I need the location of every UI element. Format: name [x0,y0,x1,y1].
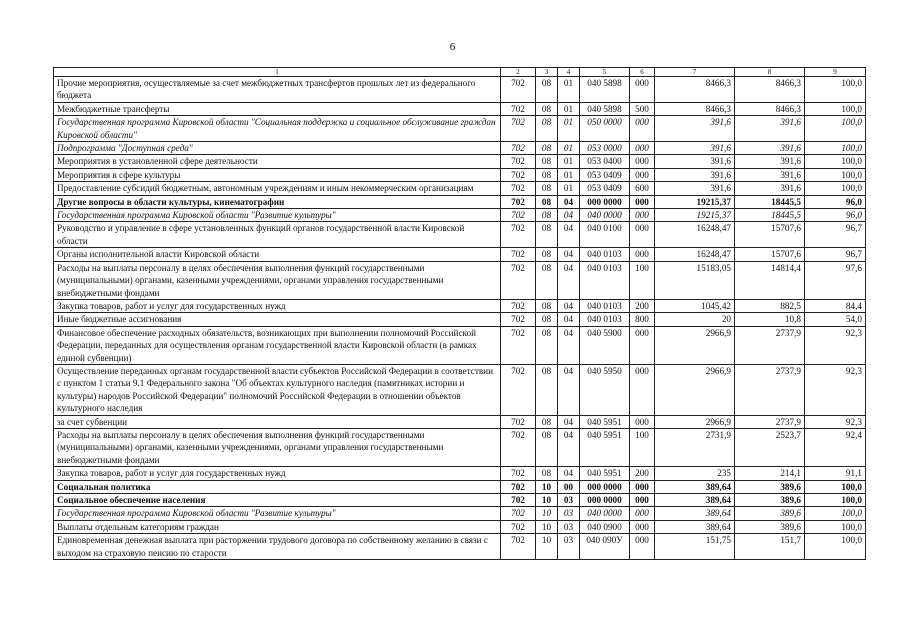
column-number-row [54,68,866,77]
row-name: Предоставление субсидий бюджетным, автономным учреждениям и иным некоммерческим организациям [54,182,501,195]
row-planned-amount: 8466,3 [655,77,735,103]
row-executed-amount: 8466,3 [735,77,805,103]
row-planned-amount: 391,6 [655,142,735,155]
row-name: Межбюджетные трансферты [54,102,501,115]
row-section-code: 10 [536,494,558,507]
row-execution-percent: 92,4 [805,428,866,466]
row-execution-percent: 100,0 [805,480,866,493]
row-section-code: 08 [536,415,558,428]
row-planned-amount: 391,6 [655,155,735,168]
row-subsection-code: 04 [558,364,580,415]
row-subsection-code: 01 [558,77,580,103]
row-ministry-code: 702 [501,77,536,103]
row-subsection-code: 01 [558,102,580,115]
row-target-article: 040 5951 [580,415,630,428]
row-target-article: 040 5950 [580,364,630,415]
row-execution-percent: 100,0 [805,520,866,533]
column-number: 9 [805,68,866,77]
row-section-code: 08 [536,116,558,142]
row-section-code: 08 [536,261,558,299]
row-expense-type: 000 [630,168,655,181]
row-section-code: 08 [536,182,558,195]
row-name: Другие вопросы в области культуры, кинематографии [54,195,501,208]
row-name: Социальная политика [54,480,501,493]
row-expense-type: 500 [630,102,655,115]
row-target-article: 040 0103 [580,313,630,326]
row-executed-amount: 18445,5 [735,209,805,222]
column-number: 1 [54,68,501,77]
row-expense-type: 100 [630,261,655,299]
row-expense-type: 000 [630,116,655,142]
row-ministry-code: 702 [501,415,536,428]
row-execution-percent: 100,0 [805,77,866,103]
row-execution-percent: 92,3 [805,415,866,428]
row-subsection-code: 01 [558,182,580,195]
row-execution-percent: 100,0 [805,142,866,155]
row-planned-amount: 391,6 [655,182,735,195]
row-target-article: 000 0000 [580,494,630,507]
row-section-code: 08 [536,313,558,326]
row-name: Руководство и управление в сфере установленных функций органов государственной власти Кировской области [54,222,501,248]
row-section-code: 08 [536,209,558,222]
table-row [54,534,866,560]
row-name: Государственная программа Кировской области "Развитие культуры" [54,507,501,520]
row-execution-percent: 100,0 [805,182,866,195]
column-number: 4 [558,68,580,77]
row-executed-amount: 18445,5 [735,195,805,208]
row-subsection-code: 04 [558,195,580,208]
row-section-code: 10 [536,534,558,560]
budget-table [53,67,866,560]
row-ministry-code: 702 [501,116,536,142]
row-section-code: 08 [536,155,558,168]
row-executed-amount: 8466,3 [735,102,805,115]
row-section-code: 08 [536,77,558,103]
table-row [54,428,866,466]
row-subsection-code: 01 [558,142,580,155]
row-execution-percent: 96,0 [805,209,866,222]
row-subsection-code: 04 [558,222,580,248]
row-executed-amount: 391,6 [735,116,805,142]
row-target-article: 040 0900 [580,520,630,533]
row-executed-amount: 2737,9 [735,326,805,364]
row-target-article: 000 0000 [580,195,630,208]
row-ministry-code: 702 [501,168,536,181]
row-planned-amount: 2966,9 [655,415,735,428]
row-name: за счет субвенции [54,415,501,428]
table-row [54,142,866,155]
row-ministry-code: 702 [501,142,536,155]
row-expense-type: 200 [630,299,655,312]
column-number: 5 [580,68,630,77]
row-ministry-code: 702 [501,364,536,415]
row-expense-type: 000 [630,494,655,507]
row-ministry-code: 702 [501,534,536,560]
row-execution-percent: 91,1 [805,467,866,480]
column-number: 6 [630,68,655,77]
row-executed-amount: 389,6 [735,480,805,493]
row-section-code: 08 [536,364,558,415]
row-planned-amount: 391,6 [655,168,735,181]
row-subsection-code: 04 [558,299,580,312]
table-row [54,326,866,364]
row-target-article: 040 0000 [580,507,630,520]
row-subsection-code: 01 [558,168,580,181]
row-executed-amount: 391,6 [735,155,805,168]
row-planned-amount: 151,75 [655,534,735,560]
row-planned-amount: 235 [655,467,735,480]
row-planned-amount: 20 [655,313,735,326]
table-row [54,77,866,103]
table-row [54,195,866,208]
row-ministry-code: 702 [501,326,536,364]
row-execution-percent: 92,3 [805,364,866,415]
row-subsection-code: 04 [558,326,580,364]
column-number: 7 [655,68,735,77]
row-name: Прочие мероприятия, осуществляемые за счет межбюджетных трансфертов прошлых лет из федерального бюджета [54,77,501,103]
row-execution-percent: 100,0 [805,155,866,168]
row-name: Иные бюджетные ассигнования [54,313,501,326]
table-row [54,155,866,168]
row-section-code: 08 [536,326,558,364]
row-executed-amount: 391,6 [735,182,805,195]
row-subsection-code: 04 [558,428,580,466]
row-ministry-code: 702 [501,480,536,493]
table-row [54,299,866,312]
page-number: 6 [449,41,456,53]
row-name: Расходы на выплаты персоналу в целях обеспечения выполнения функций государственными (муниципальными) органами, казенными учреждениями, органами управления государственными внебюджетными фондами [54,261,501,299]
column-number: 2 [501,68,536,77]
row-ministry-code: 702 [501,313,536,326]
row-ministry-code: 702 [501,182,536,195]
table-row [54,261,866,299]
row-expense-type: 200 [630,467,655,480]
row-executed-amount: 882,5 [735,299,805,312]
row-execution-percent: 100,0 [805,102,866,115]
row-name: Органы исполнительной власти Кировской области [54,248,501,261]
row-planned-amount: 2966,9 [655,364,735,415]
table-row [54,313,866,326]
row-ministry-code: 702 [501,209,536,222]
row-target-article: 053 0409 [580,182,630,195]
row-ministry-code: 702 [501,102,536,115]
row-section-code: 10 [536,520,558,533]
row-name: Государственная программа Кировской области "Социальная поддержка и социальное обслуживание граждан Кировской области" [54,116,501,142]
table-row [54,116,866,142]
row-planned-amount: 391,6 [655,116,735,142]
row-execution-percent: 92,3 [805,326,866,364]
row-expense-type: 000 [630,520,655,533]
table-row [54,102,866,115]
row-executed-amount: 389,6 [735,494,805,507]
row-section-code: 08 [536,248,558,261]
row-ministry-code: 702 [501,494,536,507]
row-subsection-code: 04 [558,209,580,222]
row-section-code: 08 [536,168,558,181]
row-target-article: 040 0100 [580,222,630,248]
row-executed-amount: 214,1 [735,467,805,480]
row-execution-percent: 100,0 [805,534,866,560]
row-executed-amount: 2737,9 [735,415,805,428]
row-execution-percent: 96,7 [805,248,866,261]
row-expense-type: 000 [630,155,655,168]
row-name: Мероприятия в установленной сфере деятельности [54,155,501,168]
row-subsection-code: 03 [558,494,580,507]
row-section-code: 08 [536,195,558,208]
row-target-article: 040 0103 [580,248,630,261]
row-name: Финансовое обеспечение расходных обязательств, возникающих при выполнении полномочий Российской Федерации, переданных для осуществления органам государственной власти Кировской области (в рамках единой субвенции) [54,326,501,364]
row-section-code: 08 [536,222,558,248]
row-expense-type: 000 [630,364,655,415]
row-planned-amount: 2731,9 [655,428,735,466]
table-row [54,168,866,181]
row-target-article: 053 0409 [580,168,630,181]
row-subsection-code: 04 [558,415,580,428]
row-ministry-code: 702 [501,428,536,466]
row-ministry-code: 702 [501,507,536,520]
row-subsection-code: 03 [558,534,580,560]
row-subsection-code: 03 [558,520,580,533]
table-body [54,68,866,560]
row-expense-type: 000 [630,480,655,493]
row-planned-amount: 15183,05 [655,261,735,299]
table-row [54,494,866,507]
row-name: Расходы на выплаты персоналу в целях обеспечения выполнения функций государственными (муниципальными) органами, казенными учреждениями, органами управления государственными внебюджетными фондами [54,428,501,466]
row-target-article: 040 5951 [580,467,630,480]
row-target-article: 040 5898 [580,77,630,103]
row-target-article: 040 5951 [580,428,630,466]
row-executed-amount: 389,6 [735,520,805,533]
row-planned-amount: 389,64 [655,520,735,533]
row-execution-percent: 96,0 [805,195,866,208]
row-expense-type: 800 [630,313,655,326]
row-expense-type: 600 [630,182,655,195]
row-ministry-code: 702 [501,299,536,312]
row-name: Закупка товаров, работ и услуг для государственных нужд [54,299,501,312]
row-subsection-code: 01 [558,116,580,142]
row-expense-type: 000 [630,222,655,248]
row-section-code: 10 [536,507,558,520]
row-expense-type: 000 [630,534,655,560]
row-executed-amount: 14814,4 [735,261,805,299]
row-section-code: 08 [536,428,558,466]
table-row [54,415,866,428]
table-row [54,209,866,222]
row-section-code: 08 [536,102,558,115]
table-row [54,364,866,415]
row-ministry-code: 702 [501,155,536,168]
row-target-article: 050 0000 [580,116,630,142]
row-name: Мероприятия в сфере культуры [54,168,501,181]
row-target-article: 040 5900 [580,326,630,364]
row-planned-amount: 19215,37 [655,209,735,222]
row-name: Единовременная денежная выплата при расторжении трудового договора по собственному желанию в связи с выходом на страховую пенсию по старости [54,534,501,560]
row-execution-percent: 84,4 [805,299,866,312]
row-executed-amount: 15707,6 [735,222,805,248]
row-subsection-code: 04 [558,261,580,299]
row-ministry-code: 702 [501,195,536,208]
row-execution-percent: 100,0 [805,168,866,181]
row-planned-amount: 1045,42 [655,299,735,312]
table-row [54,520,866,533]
row-section-code: 08 [536,299,558,312]
row-expense-type: 000 [630,415,655,428]
row-executed-amount: 391,6 [735,142,805,155]
row-execution-percent: 100,0 [805,507,866,520]
row-name: Социальное обеспечение населения [54,494,501,507]
row-expense-type: 000 [630,209,655,222]
row-expense-type: 000 [630,507,655,520]
row-target-article: 040 0000 [580,209,630,222]
row-name: Осуществление переданных органам государственной власти субъектов Российской Федерации в соответствии с пунктом 1 статьи 9.1 Федерального закона "Об объектах культурного наследия (памятниках истории и культуры) народов Российской Федерации" полномочий Российской Федерации в отношении объектов культурного наследия [54,364,501,415]
row-planned-amount: 389,64 [655,507,735,520]
table-row [54,248,866,261]
row-executed-amount: 2737,9 [735,364,805,415]
row-execution-percent: 96,7 [805,222,866,248]
column-number: 8 [735,68,805,77]
row-subsection-code: 04 [558,313,580,326]
row-execution-percent: 100,0 [805,116,866,142]
row-planned-amount: 389,64 [655,480,735,493]
row-subsection-code: 04 [558,467,580,480]
row-subsection-code: 01 [558,155,580,168]
row-ministry-code: 702 [501,248,536,261]
row-executed-amount: 10,8 [735,313,805,326]
row-expense-type: 000 [630,195,655,208]
row-subsection-code: 00 [558,480,580,493]
row-target-article: 053 0000 [580,142,630,155]
row-target-article: 053 0400 [580,155,630,168]
row-section-code: 10 [536,480,558,493]
row-executed-amount: 389,6 [735,507,805,520]
row-planned-amount: 389,64 [655,494,735,507]
row-section-code: 08 [536,467,558,480]
row-executed-amount: 15707,6 [735,248,805,261]
row-subsection-code: 03 [558,507,580,520]
row-planned-amount: 2966,9 [655,326,735,364]
row-planned-amount: 19215,37 [655,195,735,208]
row-target-article: 040 090У [580,534,630,560]
row-ministry-code: 702 [501,222,536,248]
row-target-article: 040 0103 [580,299,630,312]
row-planned-amount: 16248,47 [655,248,735,261]
row-target-article: 000 0000 [580,480,630,493]
row-target-article: 040 5898 [580,102,630,115]
row-expense-type: 000 [630,142,655,155]
row-execution-percent: 97,6 [805,261,866,299]
column-number: 3 [536,68,558,77]
row-planned-amount: 16248,47 [655,222,735,248]
table-row [54,480,866,493]
row-name: Подпрограмма "Доступная среда" [54,142,501,155]
row-target-article: 040 0103 [580,261,630,299]
table-row [54,507,866,520]
row-subsection-code: 04 [558,248,580,261]
table-row [54,222,866,248]
row-ministry-code: 702 [501,520,536,533]
row-planned-amount: 8466,3 [655,102,735,115]
row-execution-percent: 100,0 [805,494,866,507]
row-expense-type: 000 [630,248,655,261]
row-executed-amount: 391,6 [735,168,805,181]
table-row [54,182,866,195]
row-executed-amount: 2523,7 [735,428,805,466]
row-expense-type: 000 [630,326,655,364]
row-expense-type: 100 [630,428,655,466]
row-expense-type: 000 [630,77,655,103]
row-execution-percent: 54,0 [805,313,866,326]
row-section-code: 08 [536,142,558,155]
row-name: Выплаты отдельным категориям граждан [54,520,501,533]
row-ministry-code: 702 [501,467,536,480]
row-name: Государственная программа Кировской области "Развитие культуры" [54,209,501,222]
row-executed-amount: 151,7 [735,534,805,560]
table-row [54,467,866,480]
row-ministry-code: 702 [501,261,536,299]
row-name: Закупка товаров, работ и услуг для государственных нужд [54,467,501,480]
